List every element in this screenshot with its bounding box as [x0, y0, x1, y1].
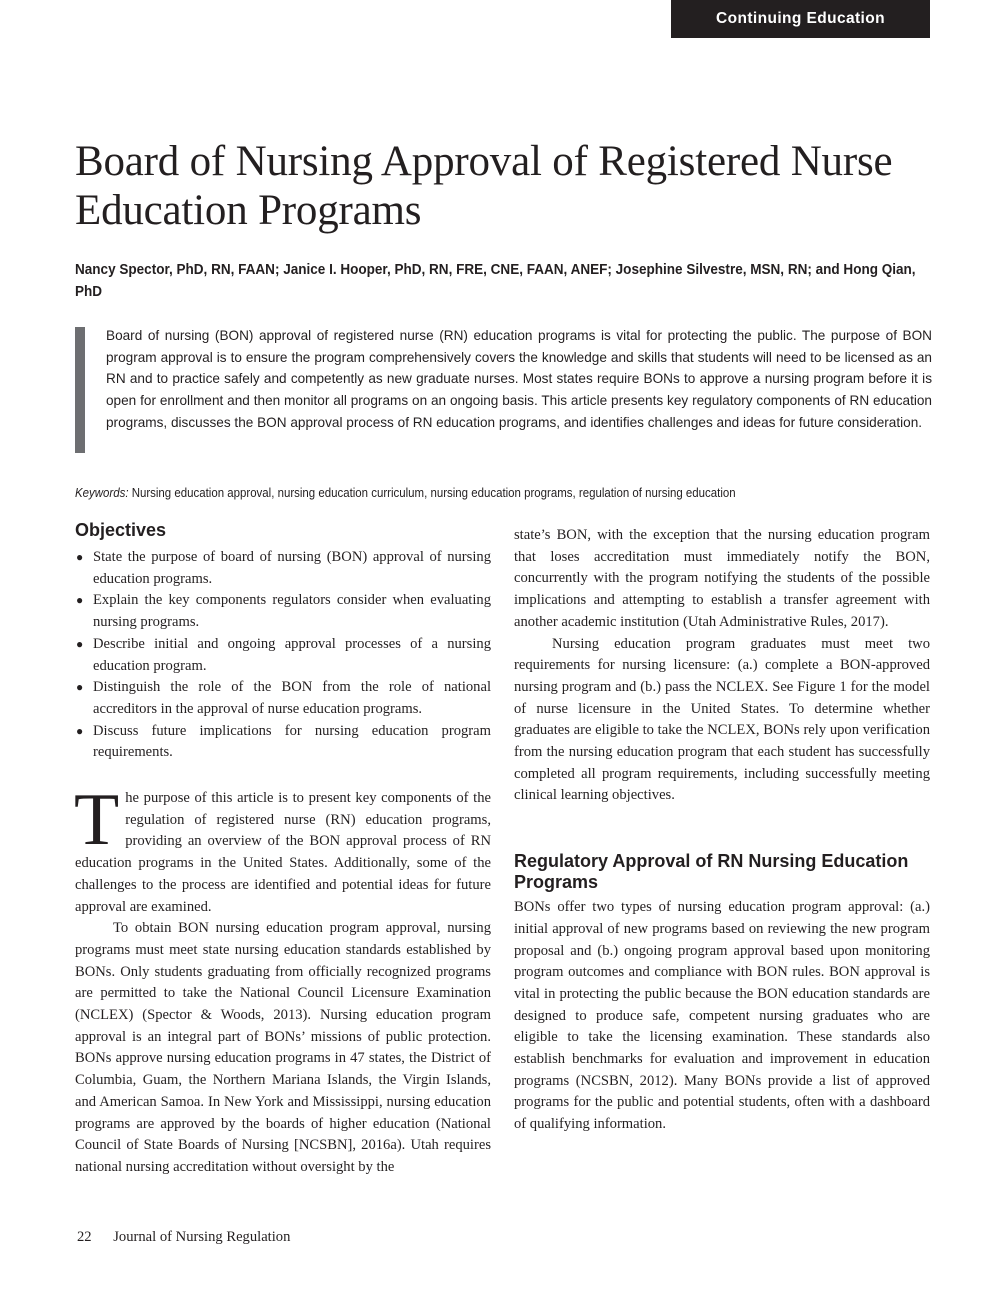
objectives-heading: Objectives [75, 520, 167, 540]
article-authors: Nancy Spector, PhD, RN, FAAN; Janice I. Hooper, PhD, RN, FRE, CNE, FAAN, ANEF; Josephine Silvestre, MSN, RN; and Hong Qian, PhD [75, 262, 916, 300]
body-paragraph: BONs offer two types of nursing education program approval: (a.) initial approval of new programs based on reviewing the new program proposal and (b.) ongoing program approval based upon monitoring program outcomes and compliance with BON rules. BON approval is vital in protecting the public because the BON education standards are designed to produce safe, competent nursing graduates who are eligible to take the licensing examination. These standards also establish benchmarks for evaluation and improvement in education programs (NCSBN, 2012). Many BONs provide a list of approved programs for the public and potential students, often with a dashboard of qualifying information. [514, 899, 930, 1133]
section-tab-label: Continuing Education [715, 10, 885, 27]
objective-item: ● Distinguish the role of the BON from the role of national accreditors in the approval of nurse education programs. [76, 679, 491, 717]
objective-item: ● State the purpose of board of nursing (BON) approval of nursing education programs. [76, 549, 491, 587]
section-tab [671, 0, 930, 38]
keywords-text: Nursing education approval, nursing education curriculum, nursing education programs, regulation of nursing education [131, 486, 736, 500]
body-paragraph: To obtain BON nursing education program approval, nursing programs must meet state nursing education standards established by BONs. Only students graduating from officially recognized programs are permitted to take the National Council Licensure Examination (NCLEX) (Spector & Woods, 2013). Nursing education program approval is an integral part of BONs’ missions of public protection. BONs approve nursing education programs in 47 states, the District of Columbia, Guam, the Northern Mariana Islands, the Virgin Islands, and American Samoa. In New York and Mississippi, nursing education programs are approved by the boards of higher education (National Council of State Boards of Nursing [NCSBN], 2016a). Utah requires national nursing accreditation without oversight by the [75, 920, 491, 1175]
journal-name: Journal of Nursing Regulation [113, 1229, 291, 1245]
article-abstract: Board of nursing (BON) approval of registered nurse (RN) education programs is vital for protecting the public. The purpose of BON program approval is to ensure the program comprehensively covers the knowledge and skills that students will need to be licensed as an RN and to practice safely and competently as new graduate nurses. Most states require BONs to approve a nursing program before it is open for enrollment and then monitor all programs on an ongoing basis. This article presents key regulatory components of RN education programs, discusses the BON approval process of RN education programs, and identifies challenges and ideas for future consideration. [106, 328, 932, 430]
right-column [514, 525, 930, 1136]
objective-item: ● Explain the key components regulators consider when evaluating nursing programs. [76, 592, 491, 631]
keywords-label: Keywords: [75, 486, 129, 500]
bullet-icon: ● [76, 636, 84, 651]
article-title: Board of Nursing Approval of Registered Nurse Education Programs [75, 138, 893, 234]
intro-text: he purpose of this article is to present key components of the regulation of registered nurse (RN) education programs, providing an overview of the BON approval process of RN education programs in the United States. Additionally, some of the challenges to the process are identified and potential ideas for future approval are examined. [75, 790, 491, 915]
bullet-icon: ● [76, 593, 84, 608]
objectives-list [75, 547, 491, 764]
objective-item: ● Describe initial and ongoing approval processes of a nursing education program. [76, 635, 491, 674]
intro-paragraph [74, 779, 491, 918]
body-paragraph: Nursing education program graduates must meet two requirements for nursing licensure: (a.) complete a BON-approved nursing program and (b.) pass the NCLEX. See Figure 1 for the model of nurse licensure in the United States. To determine whether graduates are eligible to take the NCLEX, BONs rely upon verification from the nursing education program that each student has successfully completed all program requirements, including successfully meeting clinical learning objectives. [514, 635, 930, 804]
regulatory-approval-heading: Regulatory Approval of RN Nursing Education Programs [514, 851, 909, 893]
page-footer [77, 1228, 290, 1246]
keywords-line [75, 484, 858, 502]
left-column [75, 520, 491, 1179]
objective-item: ● Discuss future implications for nursing education program requirements. [76, 722, 491, 761]
drop-cap: T [74, 779, 120, 862]
abstract-bar [75, 327, 85, 453]
bullet-icon: ● [76, 723, 84, 738]
bullet-icon: ● [76, 550, 84, 564]
body-paragraph: state’s BON, with the exception that the nursing education program that loses accreditation must immediately notify the BON, concurrently with the program notifying the students of the possible implications and attempting to establish a transfer agreement with another academic institution (Utah Administrative Rules, 2017). [514, 527, 930, 630]
bullet-icon: ● [76, 680, 84, 695]
page-number: 22 [77, 1229, 92, 1245]
